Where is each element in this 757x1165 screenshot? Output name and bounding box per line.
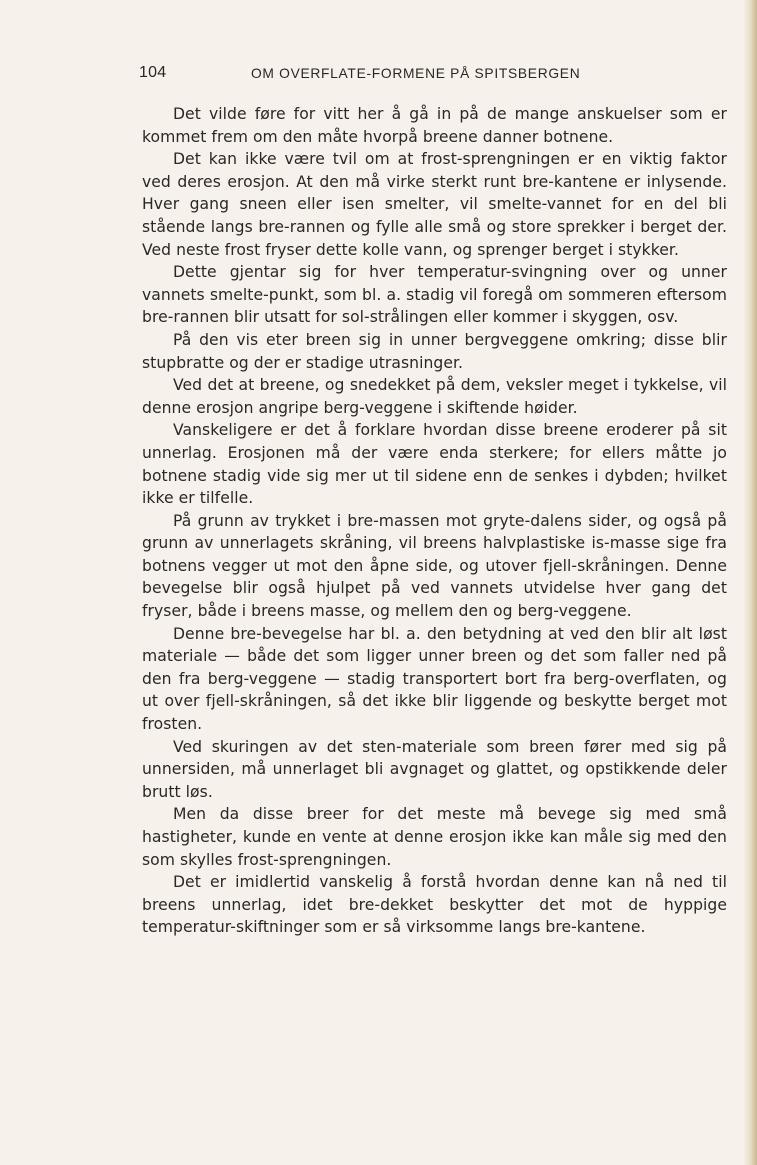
- paragraph: Det vilde føre for vitt her å gå in på de mange anskuelser som er kommet frem om den måte hvorpå breene danner botnene.: [142, 105, 727, 146]
- paragraph: På grunn av trykket i bre-massen mot gryte-dalens sider, og også på grunn av unnerlagets skråning, vil breens halvplastiske is-masse sige fra botnens vegger ut mot den åpne side, og utover fjell-skråningen. Denne bevegelse blir også hjulpet på ved vannets utvidelse hver gang det fryser, både i breens masse, og mellem den og berg-veggene.: [142, 511, 727, 621]
- paragraph: Det er imidlertid vanskelig å forstå hvordan denne kan nå ned til breens unnerlag, idet bre-dekket beskytter det mot de hyppige temperatur-skiftninger som er så virksomme langs bre-kantene.: [142, 873, 727, 937]
- paragraph: Dette gjentar sig for hver temperatur-svingning over og unner vannets smelte-punkt, som bl. a. stadig vil foregå om sommeren eftersom bre-rannen blir utsatt for sol-strålingen eller kommer i skyggen, osv.: [142, 263, 727, 327]
- page-edge-shadow: [743, 0, 757, 1165]
- running-head: OM OVERFLATE-FORMENE PÅ SPITSBERGEN: [251, 66, 581, 81]
- paragraph: Denne bre-bevegelse har bl. a. den betydning at ved den blir alt løst materiale — både det som ligger unner breen og det som faller ned på den fra berg-veggene — stadig transportert bort fra berg-overflaten, og ut over fjell-skråningen, så det ikke blir liggende og beskytte berget mot frosten.: [142, 624, 727, 734]
- paragraph: Ved skuringen av det sten-materiale som breen fører med sig på unnersiden, må unnerlaget bli avgnaget og glattet, og opstikkende deler brutt løs.: [142, 737, 727, 801]
- body-text: [142, 103, 727, 939]
- page-header: [139, 62, 611, 86]
- paragraph: Men da disse breer for det meste må bevege sig med små hastigheter, kunde en vente at denne erosjon ikke kan måle sig med den som skylles frost-sprengningen.: [142, 805, 727, 869]
- paragraph: På den vis eter breen sig in unner bergveggene omkring; disse blir stupbratte og der er stadige utrasninger.: [142, 330, 727, 372]
- paragraph: Ved det at breene, og snedekket på dem, veksler meget i tykkelse, vil denne erosjon angripe berg-veggene i skiftende høider.: [142, 376, 727, 417]
- paragraph: Vanskeligere er det å forklare hvordan disse breene eroderer på sit unnerlag. Erosjonen må der være enda sterkere; for ellers måtte jo botnene stadig vide sig mer ut til sidene enn de senkes i dybden; hvilket ikke er tilfelle.: [142, 421, 727, 508]
- page-number: 104: [139, 64, 167, 81]
- paragraph: Det kan ikke være tvil om at frost-sprengningen er en viktig faktor ved deres erosjon. At den må virke sterkt runt bre-kantene er inlysende. Hver gang sneen eller isen smelter, vil smelte-vannet for en del bli stående langs bre-rannen og fylle alle små og store sprekker i berget der. Ved neste frost fryser dette kolle vann, og sprenger berget i stykker.: [142, 150, 727, 259]
